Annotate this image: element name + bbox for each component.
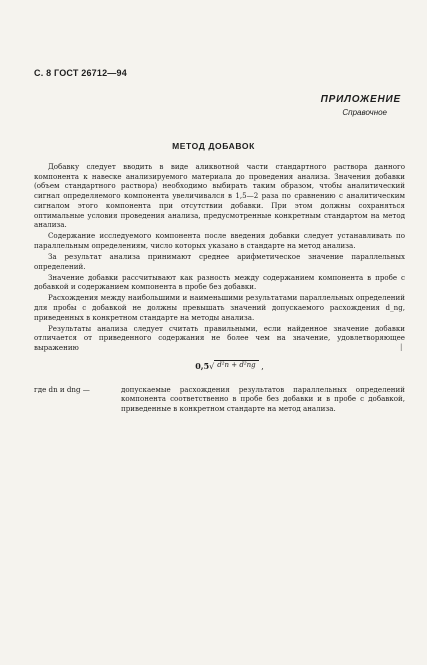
margin-mark: | (400, 343, 403, 351)
paragraph: Результаты анализа следует считать правильными, если найденное значение добавки отличается от приведенного содержания не более чем на значение, удовлетворяющее выражению (34, 323, 405, 353)
appendix-title: ПРИЛОЖЕНИЕ (320, 94, 401, 105)
page-header: С. 8 ГОСТ 26712—94 (34, 68, 127, 78)
paragraph: За результат анализа принимают среднее арифметическое значение параллельных определений. (34, 251, 405, 271)
paragraph: Содержание исследуемого компонента после введения добавки следует устанавливать по параллельным определениям, число которых указано в стандарте на метод анализа. (34, 231, 405, 250)
section-title: МЕТОД ДОБАВОК (172, 141, 255, 151)
paragraph: Добавку следует вводить в виде аликвотной части стандартного раствора данного компонента к навеске анализируемого материала до проведения анализа. Значения добавки (объем стандартного раствора) необходимо выбирать таким образом, чтобы аналитический сигнал определяемого компонента увеличивался в 1,5—2 раза по сравнению с аналитическим сигналом этого компонента при отсутствии добавки. При этом должны сохраняться оптимальные условия проведения анализа, предусмотренные конкретным стандартом на метод анализа. (34, 162, 405, 230)
where-label: где dn и dng — (34, 384, 90, 394)
paragraph: Значение добавки рассчитывают как разность между содержанием компонента в пробе с добавкой и содержанием компонента в пробе без добавки. (34, 272, 405, 292)
sqrt-sign: √ (209, 361, 215, 371)
formula-radicand: d²n + d²ng (214, 360, 258, 371)
appendix-subtitle: Справочное (342, 108, 387, 117)
paragraph: Расхождения между наибольшими и наименьшими результатами параллельных определений для пробы с добавкой не должны превышать значений допускаемого расхождения d_ng, приведенных в конкретном стандарте на методы анализа. (34, 293, 405, 322)
appendix-label (321, 94, 401, 117)
body-text (34, 162, 405, 414)
where-text: допускаемые расхождения результатов параллельных определений компонента соответственно в пробе без добавки и в пробе с добавкой, приведенные в конкретном стандарте на метод анализа. (121, 384, 405, 413)
formula-coefficient: 0,5 (195, 360, 210, 371)
where-clause (34, 385, 405, 414)
formula-trail: , (261, 361, 264, 371)
formula (54, 362, 405, 373)
